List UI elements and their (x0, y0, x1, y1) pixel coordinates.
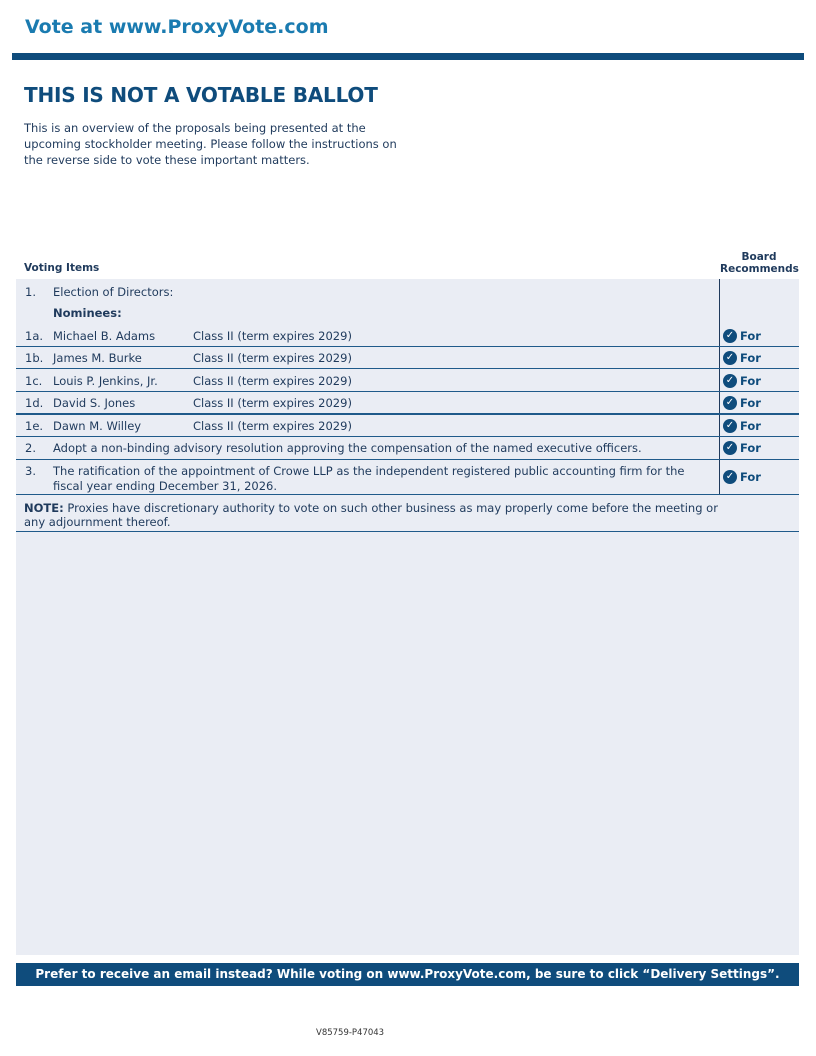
item-text: Adopt a non-binding advisory resolution approving the compensation of the named executive officers. (53, 441, 642, 455)
recommendation (723, 329, 761, 343)
nominee-number: 1b. (25, 351, 44, 365)
nominee-class: Class II (term expires 2029) (193, 419, 352, 433)
item-number: 1. (25, 285, 36, 299)
nominee-class: Class II (term expires 2029) (193, 396, 352, 410)
recommendation (723, 441, 761, 455)
item-number: 3. (25, 464, 36, 478)
delivery-settings-banner: Prefer to receive an email instead? While voting on www.ProxyVote.com, be sure to click “Delivery Settings”. (16, 963, 799, 986)
voting-items-header: Voting Items (24, 262, 100, 274)
nominee-name: Michael B. Adams (53, 329, 156, 343)
nominee-number: 1a. (25, 329, 44, 343)
row-divider (16, 368, 799, 369)
row-divider (16, 459, 799, 460)
nominee-class: Class II (term expires 2029) (193, 374, 352, 388)
row-divider (16, 494, 799, 495)
item-number: 2. (25, 441, 36, 455)
recommendation-label: For (740, 441, 761, 455)
recommendation-label: For (740, 351, 761, 365)
check-circle-icon: ✓ (723, 351, 737, 365)
nominee-name: David S. Jones (53, 396, 136, 410)
check-circle-icon: ✓ (723, 396, 737, 410)
document-id: V85759-P47043 (316, 1028, 385, 1038)
recommendation (723, 396, 761, 410)
check-circle-icon: ✓ (723, 374, 737, 388)
recommendation-column-divider (719, 279, 720, 494)
item-text: Election of Directors: (53, 285, 174, 299)
row-divider (16, 436, 799, 437)
recommendation-label: For (740, 419, 761, 433)
recommendation-label: For (740, 329, 761, 343)
row-divider (16, 531, 799, 532)
nominee-number: 1e. (25, 419, 44, 433)
recommendation-label: For (740, 374, 761, 388)
row-divider (16, 391, 799, 392)
intro-text: This is an overview of the proposals being presented at the upcoming stockholder meeting. Please follow the instructions on the reverse side to vote these important matters. (24, 121, 397, 167)
recommendation-label: For (740, 470, 761, 484)
check-circle-icon: ✓ (723, 441, 737, 455)
note-text: Proxies have discretionary authority to vote on such other business as may properly come before the meeting or any adjournment thereof. (24, 501, 718, 529)
header-divider-bar (12, 53, 804, 60)
row-divider (16, 346, 799, 347)
nominee-class: Class II (term expires 2029) (193, 329, 352, 343)
note (24, 501, 724, 529)
item-text: The ratification of the appointment of Crowe LLP as the independent registered public accounting firm for the fiscal year ending December 31, 2026. (53, 464, 685, 493)
recommendation (723, 419, 761, 433)
brand-url: Vote at www.ProxyVote.com (25, 16, 329, 38)
recommendation (723, 470, 761, 484)
nominees-label: Nominees: (53, 306, 122, 320)
note-label: NOTE: (24, 501, 64, 515)
recommendation (723, 374, 761, 388)
nominee-name: James M. Burke (53, 351, 142, 365)
nominee-name: Louis P. Jenkins, Jr. (53, 374, 158, 388)
nominee-class: Class II (term expires 2029) (193, 351, 352, 365)
board-recommends-header: Board Recommends (720, 251, 799, 275)
row-divider (16, 413, 799, 415)
nominee-number: 1d. (25, 396, 44, 410)
nominee-name: Dawn M. Willey (53, 419, 142, 433)
page-title: THIS IS NOT A VOTABLE BALLOT (24, 83, 378, 107)
recommendation-label: For (740, 396, 761, 410)
check-circle-icon: ✓ (723, 329, 737, 343)
recommendation (723, 351, 761, 365)
nominee-number: 1c. (25, 374, 43, 388)
check-circle-icon: ✓ (723, 419, 737, 433)
check-circle-icon: ✓ (723, 470, 737, 484)
